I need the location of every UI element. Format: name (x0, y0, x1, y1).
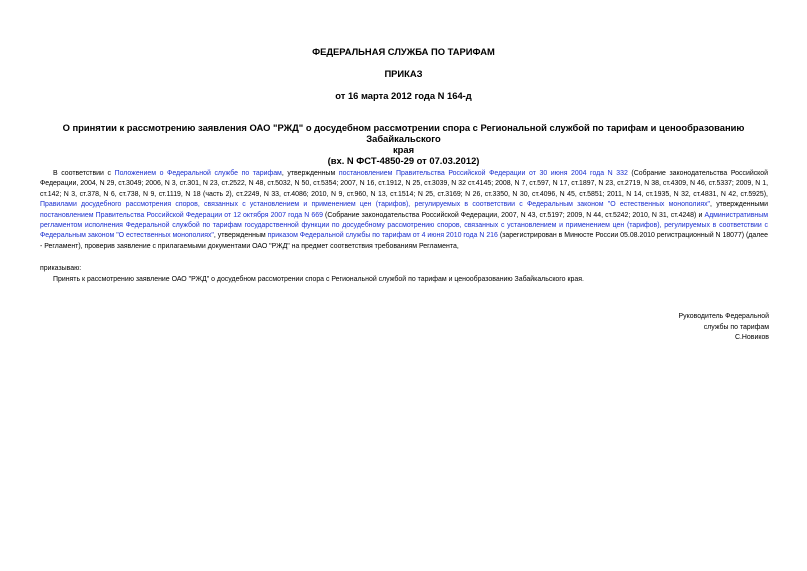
agency-title: ФЕДЕРАЛЬНАЯ СЛУЖБА ПО ТАРИФАМ (312, 46, 495, 57)
link-dispute-rules[interactable]: Правилами досудебного рассмотрения споров, связанных с установлением и применением цен (тарифов), регулируемых в соответствии с Федеральным законом "О естественных монополиях" (40, 201, 711, 209)
order-word: приказываю: (40, 265, 82, 272)
link-fst-regulation[interactable]: Положением о Федеральной службе по тарифам (114, 170, 282, 177)
preamble-text: В соответствии с (53, 170, 115, 177)
preamble-text: (Собрание законодательства Российской Федерации, 2007, N 43, ст.5197; 2009, N 44, ст.5242; 2010, N 31, ст.4248) и (322, 211, 705, 219)
link-government-decree-332[interactable]: постановлением Правительства Российской Федерации от 30 июня 2004 года N 332 (338, 170, 628, 177)
link-administrative-regulation[interactable]: Административным регламентом исполнения Федеральной службой по тарифам государственной функции по досудебному рассмотрению споров, связанных с установлением и применением цен (тарифов), регулируемых в соответствии с Федеральным законом "О естественных монополиях" (40, 211, 768, 240)
subject-reference: (вх. N ФСТ-4850-29 от 07.03.2012) (327, 155, 480, 166)
preamble-text: (Собрание законодательства Российской Федерации, 2004, N 29, ст.3049; 2006, N 3, ст.301, N 23, ст.2522, N 48, ст.5032, N 50, ст.5354; 2007, N 16, ст.1912, N 25, ст.3039, N 32 ст.4145; 2008, N 7, ст.597, N 17, ст.1897, N 23, ст.2719, N 38, ст.4309, N 46, ст.5337; 2009, N 1, ст.142; N 3, ст.378, N 6, ст.738, N 9, ст.1119, N 18 (часть 2), ст.2249, N 33, ст.4086; 2010, N 9, ст.960, N 13, ст.1514; N 25, ст.3169; N 26, ст.3350, N 30, ст.4096, N 45, ст.5851; 2011, N 14, ст.1935, N 32, ст.4831, N 42, ст.5925), (40, 170, 769, 198)
preamble-paragraph (40, 169, 768, 252)
signature-position-line-1: Руководитель Федеральной (678, 313, 769, 320)
link-government-decree-669[interactable]: постановлением Правительства Российской Федерации от 12 октября 2007 года N 669 (40, 211, 323, 219)
preamble-text: , утвержденными (710, 201, 769, 209)
signature-position-line-2: службы по тарифам (703, 323, 769, 331)
preamble-text: , утвержденным (281, 170, 339, 177)
subject-line-2: края (392, 144, 415, 155)
document-subject (40, 122, 767, 166)
document-type: ПРИКАЗ (384, 68, 423, 79)
preamble-text: , утвержденным (213, 232, 268, 240)
signature-name: С.Новиков (734, 334, 769, 342)
order-paragraph: Принять к рассмотрению заявление ОАО "РЖД" о досудебном рассмотрении спора с Региональной службой по тарифам и ценообразованию Забайкальского края. (53, 276, 584, 283)
link-fst-order-216[interactable]: приказом Федеральной службы по тарифам от 4 июня 2010 года N 216 (267, 232, 498, 240)
document-date-number: от 16 марта 2012 года N 164-д (335, 90, 472, 101)
signature-block (679, 312, 769, 344)
preamble-text: (зарегистрирован в Минюсте России 05.08.2010 регистрационный N 18077) (далее - Регламент), проверив заявление с прилагаемыми документами ОАО "РЖД" на предмет соответствия требованиям Регламента, (40, 232, 769, 250)
subject-line-1: О принятии к рассмотрению заявления ОАО "РЖД" о досудебном рассмотрении спора с Региональной службой по тарифам и ценообразованию Забайкальского (62, 122, 745, 144)
